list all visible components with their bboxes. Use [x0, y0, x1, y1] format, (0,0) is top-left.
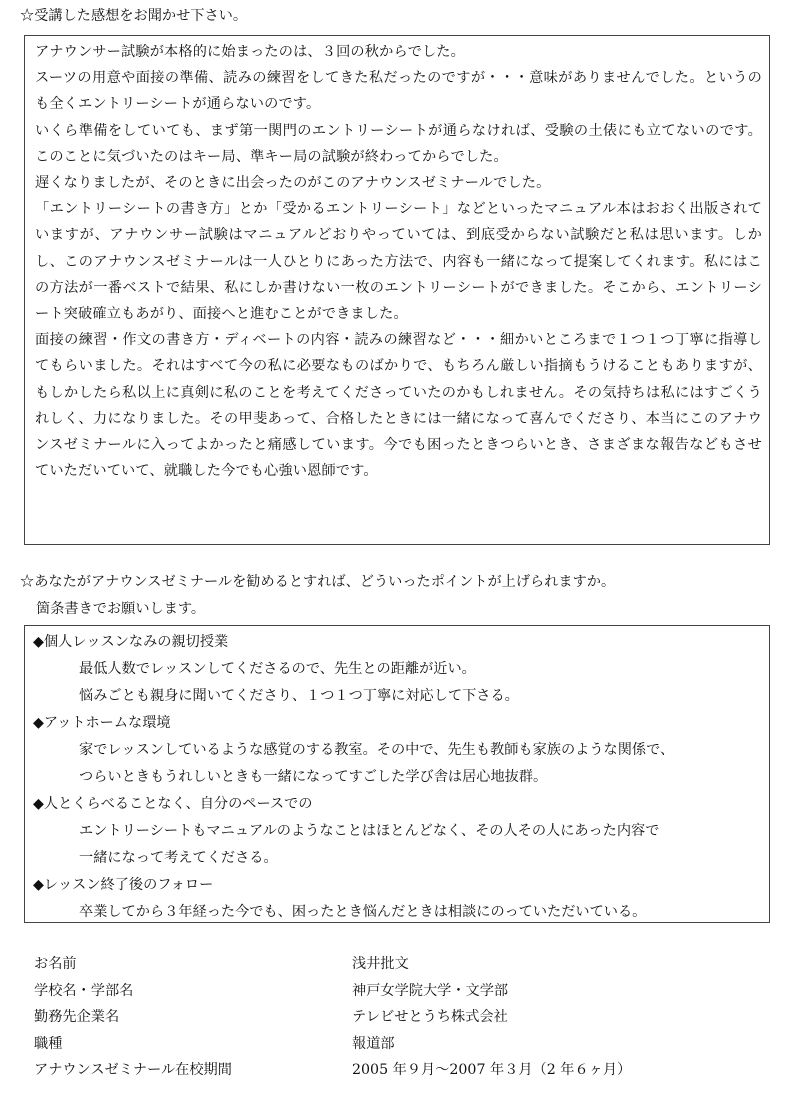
point-detail: 家でレッスンしているような感覚のする教室。その中で、先生も教師も家族のような関係で、 [79, 742, 675, 758]
point-detail: 最低人数でレッスンしてくださるので、先生との距離が近い。 [79, 661, 476, 677]
recommend-point [33, 710, 762, 791]
point-title: ◆個人レッスンなみの親切授業 [33, 634, 229, 650]
point-title: ◆レッスン終了後のフォロー [33, 877, 214, 893]
recommend-point [33, 872, 762, 926]
profile-value-job: 報道部 [352, 1035, 395, 1052]
profile-label-school: 学校名・学部名 [34, 982, 134, 999]
point-title: ◆人とくらべることなく、自分のペースでの [33, 796, 313, 812]
impressions-paragraph: 面接の練習・作文の書き方・ディベートの内容・読みの練習など・・・細かいところまで１つ１つ丁寧に指導してもらいました。それはすべて今の私に必要なものばかりで、もちろん厳しい指摘もうけることもありますが、もしかしたら私以上に真剣に私のことを考えてくださっていたのかもしれません。その気持ちは私にはすごくうれしく、力になりました。その甲斐あって、合格したときには一緒になって喜んでくださり、本当にこのアナウンスゼミナールに入ってよかったと痛感しています。今でも困ったときつらいとき、さまざまな報告などもさせていただいていて、就職した今でも心強い恩師です。 [35, 332, 762, 480]
profile-label-job: 職種 [34, 1035, 63, 1052]
profile-table [34, 951, 774, 1084]
point-detail: 卒業してから３年経った今でも、困ったとき悩んだときは相談にのっていただいている。 [79, 904, 647, 920]
point-detail: エントリーシートもマニュアルのようなことはほとんどなく、その人その人にあった内容で [79, 823, 660, 839]
impressions-paragraph: スーツの用意や面接の準備、読みの練習をしてきた私だったのですが・・・意味がありませんでした。というのも全くエントリーシートが通らないのです。 [35, 70, 762, 113]
profile-label-name: お名前 [34, 956, 77, 972]
impressions-paragraph: 遅くなりましたが、そのときに出会ったのがこのアナウンスゼミナールでした。 [35, 175, 551, 192]
point-title: ◆アットホームな環境 [33, 715, 171, 731]
profile-label-period: アナウンスゼミナール在校期間 [34, 1062, 232, 1079]
recommend-point [33, 629, 762, 710]
impressions-heading: ☆受講した感想をお聞かせ下さい。 [20, 8, 248, 24]
profile-value-employer: テレビせとうち株式会社 [352, 1009, 508, 1026]
impressions-box [24, 35, 770, 545]
impressions-paragraph: いくら準備をしていても、まず第一関門のエントリーシートが通らなければ、受験の土俵にも立てないのです。このことに気づいたのはキー局、準キー局の試験が終わってからでした。 [35, 122, 762, 165]
recommend-heading: ☆あなたがアナウンスゼミナールを勧めるとすれば、どういったポイントが上げられますか。 [20, 574, 616, 590]
point-detail: つらいときもうれしいときも一緒になってすごした学び舎は居心地抜群。 [79, 769, 548, 785]
recommend-point [33, 791, 762, 872]
recommend-box [24, 625, 770, 923]
point-detail: 一緒になって考えてくださる。 [79, 850, 278, 866]
point-detail: 悩みごとも親身に聞いてくださり、１つ１つ丁寧に対応して下さる。 [79, 688, 519, 704]
profile-label-employer: 勤務先企業名 [34, 1009, 120, 1026]
impressions-paragraph: 「エントリーシートの書き方」とか「受かるエントリーシート」などといったマニュアル本はおおく出版されていますが、アナウンサー試験はマニュアルどおりやっていては、到底受からない試験だと私は思います。しかし、このアナウンスゼミナールは一人ひとりにあった方法で、内容も一緒になって提案してくれます。私にはこの方法が一番ベストで結果、私にしか書けない一枚のエントリーシートができました。そこから、エントリーシート突破確立もあがり、面接へと進むことができました。 [35, 201, 762, 323]
profile-value-name: 浅井批文 [352, 956, 409, 972]
impressions-paragraph: アナウンサー試験が本格的に始まったのは、３回の秋からでした。 [35, 44, 465, 60]
profile-value-school: 神戸女学院大学・文学部 [352, 982, 509, 999]
profile-value-period: 2005 年９月～2007 年３月（2 年６ヶ月） [352, 1062, 632, 1079]
recommend-subheading: 箇条書きでお願いします。 [36, 601, 206, 617]
